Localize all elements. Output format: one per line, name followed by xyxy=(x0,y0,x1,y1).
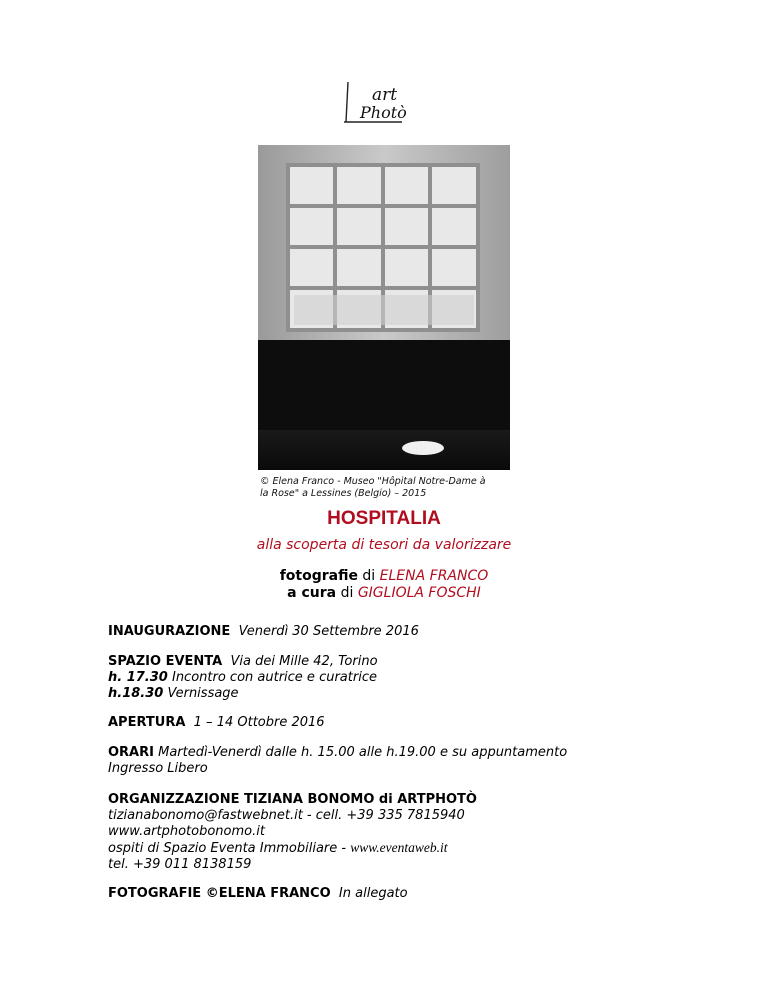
orari-label: ORARI xyxy=(108,745,154,760)
curator-credit xyxy=(0,585,768,601)
contact-email-phone: tizianabonomo@fastwebnet.it - cell. +39 335 7815940 xyxy=(108,808,465,823)
apertura-dates: 1 – 14 Ottobre 2016 xyxy=(193,715,325,730)
orari-value: Martedì-Venerdì dalle h. 15.00 alle h.19.00 e su appuntamento xyxy=(158,745,568,760)
orari-note: Ingresso Libero xyxy=(108,761,208,776)
logo-text-photo: Photò xyxy=(360,103,407,122)
inaugurazione-label: INAUGURAZIONE xyxy=(108,624,231,639)
organizzazione-section xyxy=(108,792,477,873)
orari-section xyxy=(108,745,567,777)
caption-line-1: © Elena Franco - Museo "Hôpital Notre-Dame à xyxy=(260,476,486,487)
curator-label: a cura xyxy=(287,585,337,601)
time-2: h.18.30 xyxy=(108,686,164,701)
spazio-label: SPAZIO EVENTA xyxy=(108,654,223,669)
time-1: h. 17.30 xyxy=(108,670,168,685)
website-link[interactable]: www.artphotobonomo.it xyxy=(108,824,265,839)
guest-text: ospiti di Spazio Eventa Immobiliare - xyxy=(108,841,351,856)
fotografie-note: In allegato xyxy=(338,886,408,901)
exhibition-subtitle: alla scoperta di tesori da valorizzare xyxy=(256,537,512,553)
caption-line-2: la Rose" a Lessines (Belgio) – 2015 xyxy=(260,488,427,499)
inaugurazione-section xyxy=(108,624,419,640)
photo-di: di xyxy=(357,568,380,584)
apertura-section xyxy=(108,715,325,731)
fotografie-section xyxy=(108,886,408,902)
photo-caption xyxy=(260,476,520,500)
photo-label: fotografie xyxy=(279,568,358,584)
fotografie-label: FOTOGRAFIE ©ELENA FRANCO xyxy=(108,886,331,901)
event-2: Vernissage xyxy=(167,686,239,701)
curator-name: GIGLIOLA FOSCHI xyxy=(357,585,481,601)
exhibition-photo xyxy=(258,145,510,470)
spazio-section xyxy=(108,654,378,702)
apertura-label: APERTURA xyxy=(108,715,186,730)
photographer-credit xyxy=(0,568,768,584)
telephone: tel. +39 011 8138159 xyxy=(108,857,252,872)
spazio-address: Via dei Mille 42, Torino xyxy=(230,654,378,669)
photographer-name: ELENA FRANCO xyxy=(379,568,489,584)
curator-di: di xyxy=(336,585,358,601)
logo-text-art: art xyxy=(372,85,398,105)
guest-site-link[interactable]: www.eventaweb.it xyxy=(350,840,448,855)
exhibition-title: HOSPITALIA xyxy=(327,508,441,529)
organizzazione-label: ORGANIZZAZIONE TIZIANA BONOMO di ARTPHOTÒ xyxy=(108,792,477,807)
event-1: Incontro con autrice e curatrice xyxy=(171,670,377,685)
artphoto-logo xyxy=(340,78,440,126)
inaugurazione-date: Venerdì 30 Settembre 2016 xyxy=(238,624,419,639)
